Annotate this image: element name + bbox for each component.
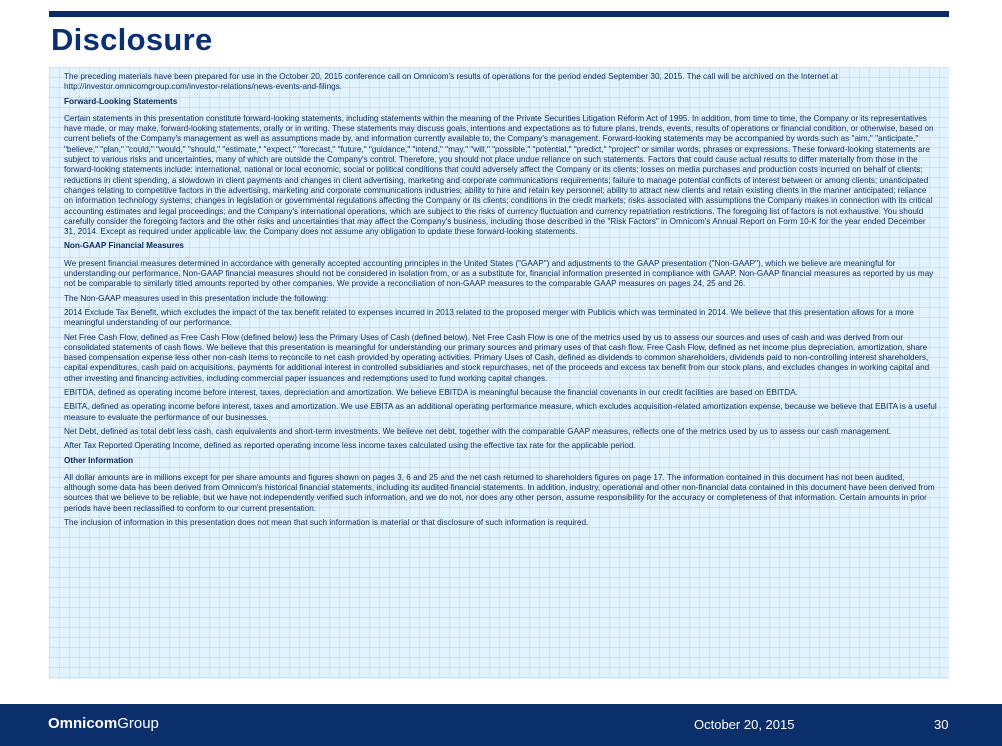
other-information-paragraph: All dollar amounts are in millions except for per share amounts and figures shown on pages 3, 6 and 25 and the net cash returned to shareholders figures on page 17. The information contained in this document has not been audited, although some data has been derived from Omnicom's historical financial statements, including its audited financial statements. In addition, industry, operational and other non-financial data contained in this document have been derived from sources that we believe to be reliable, but we have not independently verified such information, and we do not, nor does any other person, assume responsibility for the accuracy or completeness of that information. Certain amounts in prior periods have been reclassified to conform to our current presentation. bbox=[64, 472, 935, 513]
net-debt-paragraph: Net Debt, defined as total debt less cash, cash equivalents and short-term investments. We believe net debt, together with the comparable GAAP measures, reflects one of the metrics used by us to assess our cash management. bbox=[64, 426, 892, 436]
logo-text-omnicom: Omnicom bbox=[48, 715, 118, 732]
intro-paragraph: The preceding materials have been prepared for use in the October 20, 2015 conference call on Omnicom's results of operations for the period ended September 30, 2015. The call will be archived on the Internet at http://investor.omnicomgroup.com/investor-relations/news-events-and-filings. bbox=[64, 72, 838, 92]
inclusion-paragraph: The inclusion of information in this presentation does not mean that such information is material or that disclosure of such information is required. bbox=[64, 517, 589, 527]
page-title: Disclosure bbox=[51, 22, 213, 57]
non-gaap-paragraph: We present financial measures determined in accordance with generally accepted accounting principles in the United States ("GAAP") and adjustments to the GAAP presentation ("Non-GAAP"), which we believe are meaningful for understanding our performance. Non-GAAP financial measures should not be considered in isolation from, or as a substitute for, financial information presented in compliance with GAAP. Non-GAAP financial measures as reported by us may not be comparable to similarly titled amounts reported by other companies. We provide a reconciliation of non-GAAP measures to the comparable GAAP measures on pages 24, 25 and 26. bbox=[64, 258, 934, 289]
other-information-heading: Other Information bbox=[64, 455, 134, 465]
exclude-tax-paragraph: 2014 Exclude Tax Benefit, which excludes the impact of the tax benefit related to expenses incurred in 2013 related to the proposed merger with Publicis which was terminated in 2014. We believe that this presentation allows for a more meaningful understanding of our performance. bbox=[64, 307, 914, 328]
forward-looking-heading: Forward-Looking Statements bbox=[64, 96, 178, 106]
non-gaap-heading: Non-GAAP Financial Measures bbox=[64, 241, 184, 251]
ebita-paragraph: EBITA, defined as operating income before interest, taxes and amortization. We use EBITA as an additional operating performance measure, which excludes acquisition-related amortization expense, because we believe that EBITA is a useful measure to evaluate the performance of our businesses. bbox=[64, 402, 937, 422]
omnicom-group-logo bbox=[48, 715, 159, 732]
footer-bar bbox=[0, 704, 1002, 746]
top-rule bbox=[49, 11, 949, 17]
disclosure-content bbox=[49, 67, 949, 679]
page-number: 30 bbox=[934, 717, 949, 732]
forward-looking-paragraph: Certain statements in this presentation constitute forward-looking statements, including statements within the meaning of the Private Securities Litigation Reform Act of 1995. In addition, from time to time, the Company or its representatives have made, or may make, forward-looking statements, orally or in writing. These statements may discuss goals, intentions and expectations as to future plans, trends, events, results of operations or financial condition, or otherwise, based on current beliefs of the Company's management as well as assumptions made by, and information currently available to, the Company's management. Forward-looking statements may be accompanied by words such as "aim," "anticipate," "believe," "plan," "could," "would," "should," "estimate," "expect," "forecast," "future," "guidance," "intend," "may," "will," "possible," "potential," "predict," "project" or similar words, phrases or expressions. These forward-looking statements are subject to various risks and uncertainties, many of which are outside the Company's control. Therefore, you should not place undue reliance on such statements. Factors that could cause actual results to differ materially from those in the forward-looking statements include: international, national or local economic, social or political conditions that could adversely affect the Company or its clients; losses on media purchases and production costs incurred on behalf of clients; reductions in client spending, a slowdown in client payments and changes in client advertising, marketing and corporate communications requirements; failure to manage potential conflicts of interest between or among clients; unanticipated changes relating to competitive factors in the advertising, marketing and corporate communications industries; ability to hire and retain key personnel; ability to attract new clients and retain existing clients in the manner anticipated; reliance on information technology systems; changes in legislation or governmental regulations affecting the Company or its clients; conditions in the credit markets; risks associated with assumptions the Company makes in connection with its critical accounting estimates and legal proceedings; and the Company's international operations, which are subject to the risks of currency fluctuation and currency repatriation restrictions. The foregoing list of factors is not exhaustive. You should carefully consider the foregoing factors and the other risks and uncertainties that may affect the Company's business, including those described in the "Risk Factors" in Omnicom's Annual Report on Form 10-K for the year ended December 31, 2014. Except as required under applicable law, the Company does not assume any obligation to update these forward-looking statements. bbox=[64, 113, 934, 237]
non-gaap-intro-paragraph: The Non-GAAP measures used in this presentation include the following: bbox=[64, 293, 329, 303]
after-tax-paragraph: After Tax Reported Operating Income, defined as reported operating income less income taxes calculated using the effective tax rate for the applicable period. bbox=[64, 441, 636, 451]
ebitda-paragraph: EBITDA, defined as operating income before interest, taxes, depreciation and amortization. We believe EBITDA is meaningful because the financial covenants in our credit facilities are based on EBITDA. bbox=[64, 388, 798, 398]
footer-date: October 20, 2015 bbox=[694, 717, 795, 732]
logo-text-group: Group bbox=[117, 715, 159, 732]
net-free-cash-flow-paragraph: Net Free Cash Flow, defined as Free Cash Flow (defined below) less the Primary Uses of Cash (defined below). Net Free Cash Flow is one of the metrics used by us to assess our sources and uses of cash and was derived from our consolidated statements of cash flows. We believe that this presentation is meaningful for understanding our primary sources and primary uses of that cash flow. Free Cash Flow, defined as net income plus depreciation, amortization, share based compensation expense less other non-cash items to reconcile to net cash provided by operating activities. Primary Uses of Cash, defined as dividends to common shareholders, dividends paid to non-controlling interest shareholders, capital expenditures, cash paid on acquisitions, payments for additional interest in controlled subsidiaries and stock repurchases, net of the proceeds and excess tax benefit from our stock plans, and excludes changes in working capital and other investing and financing activities, including commercial paper issuances and redemptions used to fund working capital changes. bbox=[64, 332, 930, 383]
